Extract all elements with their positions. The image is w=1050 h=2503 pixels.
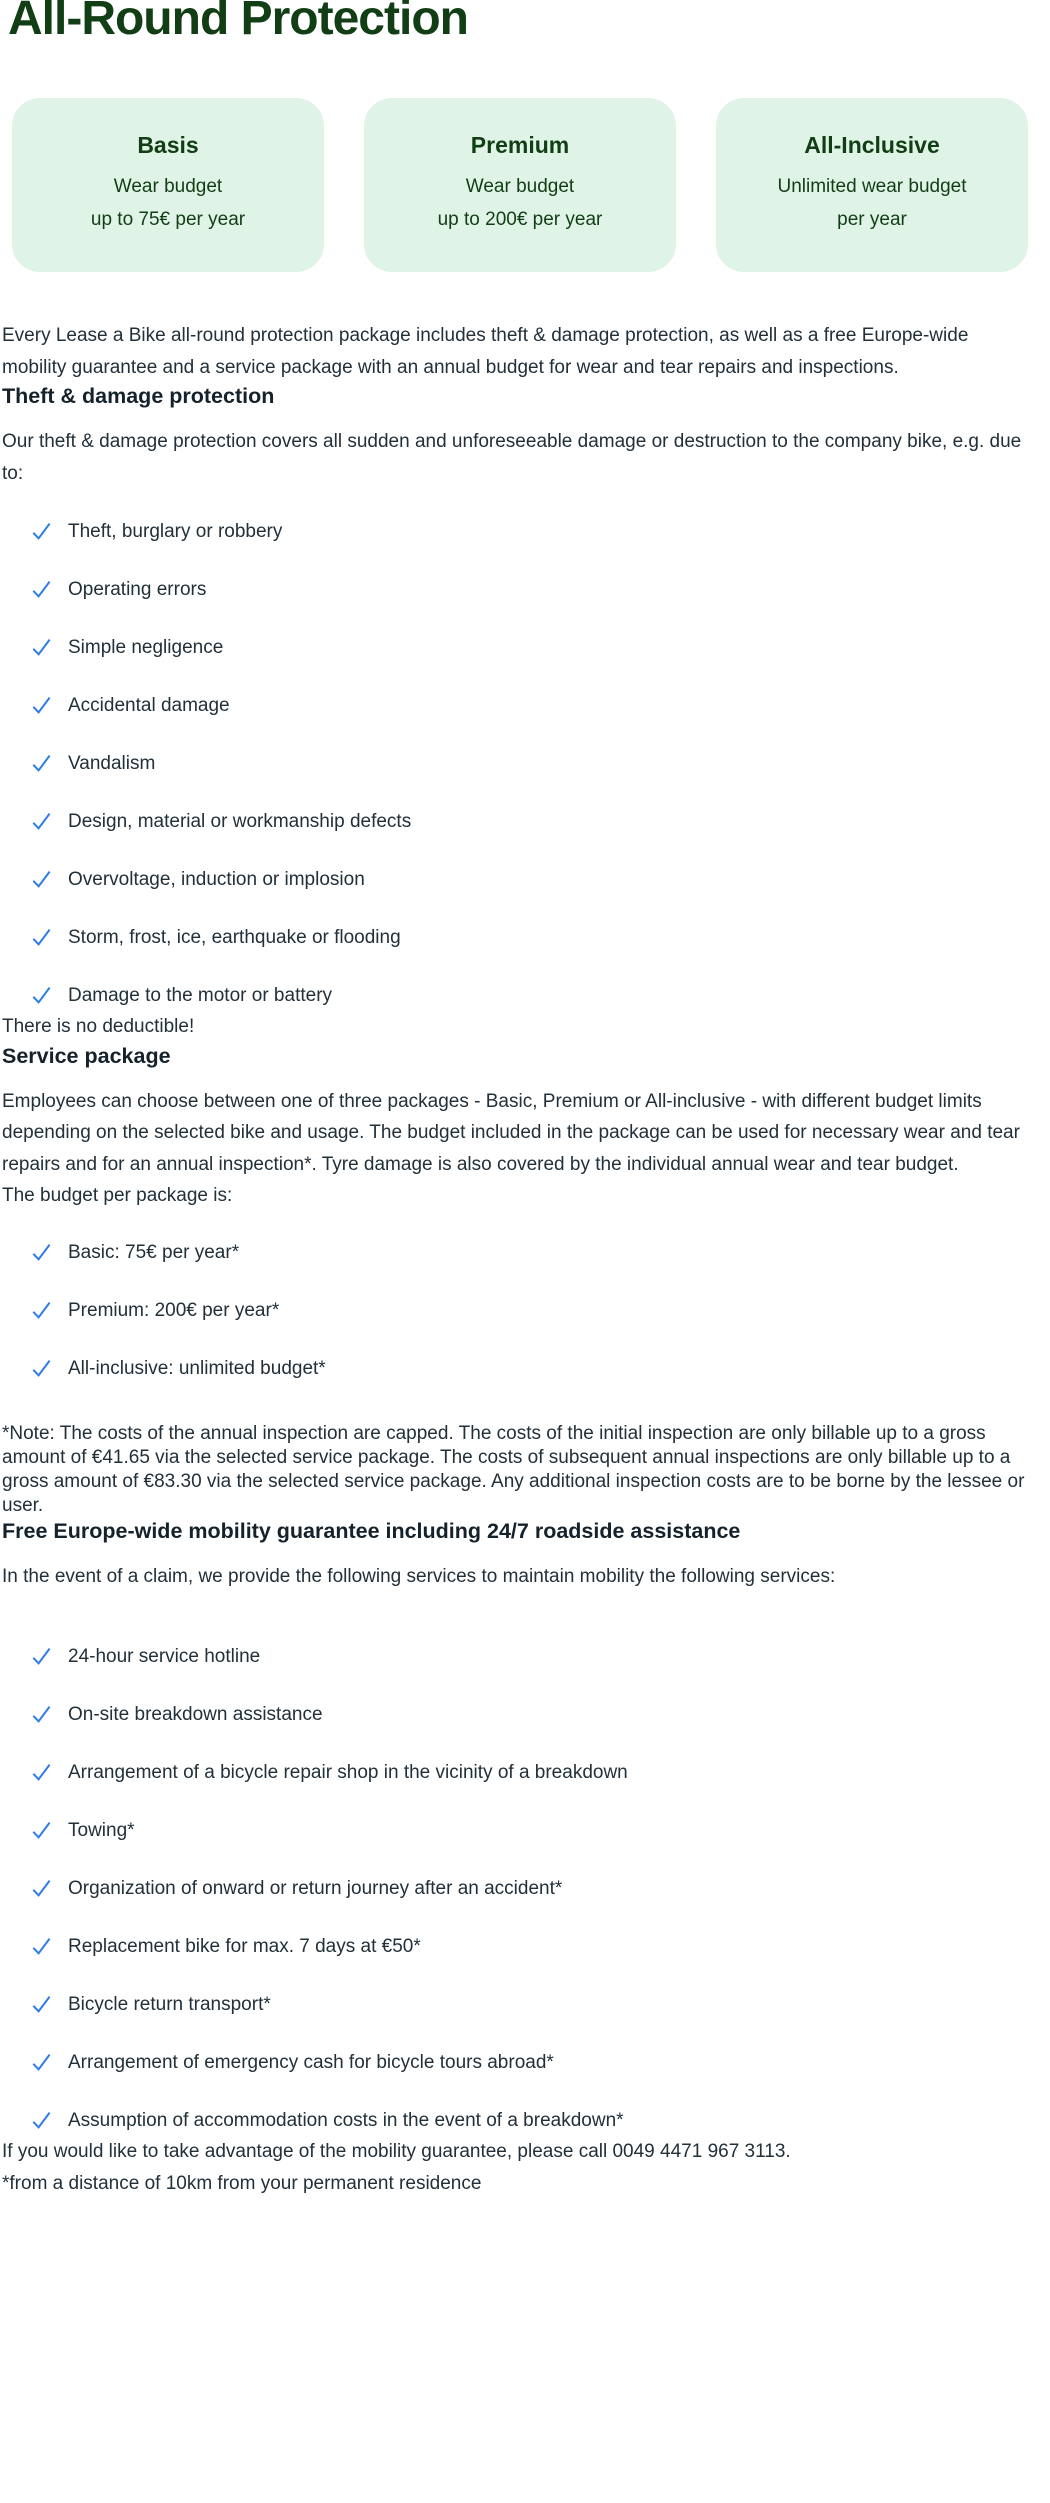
mobility-intro-paragraph: In the event of a claim, we provide the following services to maintain mobility the following services: [2, 1565, 836, 1587]
theft-intro-paragraph: Our theft & damage protection covers all sudden and unforeseeable damage or destruction to the company bike, e.g. due to: [2, 431, 1022, 484]
checklist-item-label: Accidental damage [68, 695, 230, 716]
section-heading-service: Service package [2, 1043, 171, 1068]
budget-label: The budget per package is: [2, 1185, 233, 1206]
check-icon [32, 1243, 51, 1262]
check-icon [32, 870, 51, 889]
checklist-item-label: Theft, burglary or robbery [68, 521, 283, 542]
checklist-item [32, 517, 1036, 547]
plan-cards [12, 98, 1028, 272]
checklist-item [32, 1874, 1036, 1904]
checklist-item-label: Towing* [68, 1820, 135, 1841]
check-icon [32, 696, 51, 715]
checklist-item-label: Storm, frost, ice, earthquake or flooding [68, 927, 401, 948]
check-icon [32, 1879, 51, 1898]
checklist-item-label: Vandalism [68, 753, 156, 774]
plan-card [716, 98, 1028, 272]
checklist-item [32, 633, 1036, 663]
checklist-item [32, 807, 1036, 837]
checklist-item [32, 1700, 1036, 1730]
intro-paragraph: Every Lease a Bike all-round protection package includes theft & damage protection, as well as a free Europe-wide mobility guarantee and a service package with an annual budget for wear and tear repairs and inspections. [2, 325, 969, 378]
mobility-checklist [32, 1642, 1036, 2136]
service-intro-paragraph: Employees can choose between one of three packages - Basic, Premium or All-inclusive - with different budget limits depending on the selected bike and usage. The budget included in the package can be used for necessary wear and tear repairs and for an annual inspection*. Tyre damage is also covered by the individual annual wear and tear budget. [2, 1090, 1020, 1175]
no-deductible-text: There is no deductible! [2, 1016, 195, 1037]
check-icon [32, 928, 51, 947]
plan-name: Premium [470, 132, 570, 158]
check-icon [32, 812, 51, 831]
plan-budget-line-2: per year [837, 209, 907, 230]
check-icon [32, 986, 51, 1005]
checklist-item-label: Arrangement of emergency cash for bicycle tours abroad* [68, 2052, 554, 2073]
checklist-item [32, 2106, 1036, 2136]
checklist-item [32, 575, 1036, 605]
checklist-item [32, 691, 1036, 721]
checklist-item-label: Arrangement of a bicycle repair shop in the vicinity of a breakdown [68, 1762, 628, 1783]
page-title: All-Round Protection [8, 0, 468, 45]
check-icon [32, 1301, 51, 1320]
checklist-item-label: Replacement bike for max. 7 days at €50* [68, 1936, 421, 1957]
plan-budget-line-2: up to 75€ per year [90, 209, 246, 230]
check-icon [32, 1821, 51, 1840]
distance-footnote: *from a distance of 10km from your permanent residence [2, 2172, 482, 2194]
inspection-cost-note: *Note: The costs of the annual inspection are capped. The costs of the initial inspection are only billable up to a gross amount of €41.65 via the selected service package. The costs of subsequent annual inspections are only billable up to a gross amount of €83.30 via the selected service package. Any additional inspection costs are to be borne by the lessee or user. [2, 1422, 1025, 1516]
checklist-item [32, 1758, 1036, 1788]
check-icon [32, 1995, 51, 2014]
checklist-item [32, 1354, 1036, 1384]
checklist-item [32, 1990, 1036, 2020]
budget-checklist [32, 1238, 1036, 1384]
checklist-item-label: Assumption of accommodation costs in the event of a breakdown* [68, 2110, 624, 2131]
plan-budget-line-1: Wear budget [113, 176, 223, 197]
check-icon [32, 1705, 51, 1724]
plan-budget-line-1: Unlimited wear budget [777, 176, 967, 197]
check-icon [32, 754, 51, 773]
check-icon [32, 522, 51, 541]
checklist-item [32, 1816, 1036, 1846]
checklist-item-label: Design, material or workmanship defects [68, 811, 412, 832]
mobility-phone-text: If you would like to take advantage of the mobility guarantee, please call 0049 4471 967 3113. [2, 2141, 791, 2162]
checklist-item-label: Overvoltage, induction or implosion [68, 869, 365, 890]
check-icon [32, 1937, 51, 1956]
check-icon [32, 1763, 51, 1782]
plan-card [364, 98, 676, 272]
checklist-item-label: Premium: 200€ per year* [68, 1299, 280, 1321]
check-icon [32, 1647, 51, 1666]
section-heading-theft: Theft & damage protection [2, 384, 275, 408]
checklist-item-label: Organization of onward or return journey after an accident* [68, 1878, 563, 1899]
check-icon [32, 638, 51, 657]
checklist-item-label: 24-hour service hotline [68, 1646, 261, 1667]
checklist-item [32, 749, 1036, 779]
checklist-item-label: All-inclusive: unlimited budget* [68, 1357, 326, 1379]
check-icon [32, 2111, 51, 2130]
check-icon [32, 1359, 51, 1378]
plan-name: All-Inclusive [804, 132, 940, 158]
checklist-item-label: Basic: 75€ per year* [68, 1241, 240, 1263]
checklist-item [32, 1296, 1036, 1326]
checklist-item [32, 2048, 1036, 2078]
checklist-item-label: Operating errors [68, 579, 207, 600]
checklist-item [32, 1238, 1036, 1268]
checklist-item [32, 1642, 1036, 1672]
checklist-item [32, 981, 1036, 1011]
checklist-item [32, 1932, 1036, 1962]
checklist-item-label: On-site breakdown assistance [68, 1704, 323, 1725]
checklist-item-label: Bicycle return transport* [68, 1994, 271, 2015]
section-heading-mobility: Free Europe-wide mobility guarantee including 24/7 roadside assistance [2, 1518, 741, 1543]
checklist-item-label: Simple negligence [68, 637, 224, 658]
checklist-item-label: Damage to the motor or battery [68, 985, 333, 1006]
plan-name: Basis [137, 132, 199, 158]
check-icon [32, 580, 51, 599]
checklist-item [32, 865, 1036, 895]
check-icon [32, 2053, 51, 2072]
theft-checklist [32, 517, 1036, 1011]
checklist-item [32, 923, 1036, 953]
plan-card [12, 98, 324, 272]
plan-budget-line-2: up to 200€ per year [437, 209, 603, 230]
plan-budget-line-1: Wear budget [465, 176, 575, 197]
